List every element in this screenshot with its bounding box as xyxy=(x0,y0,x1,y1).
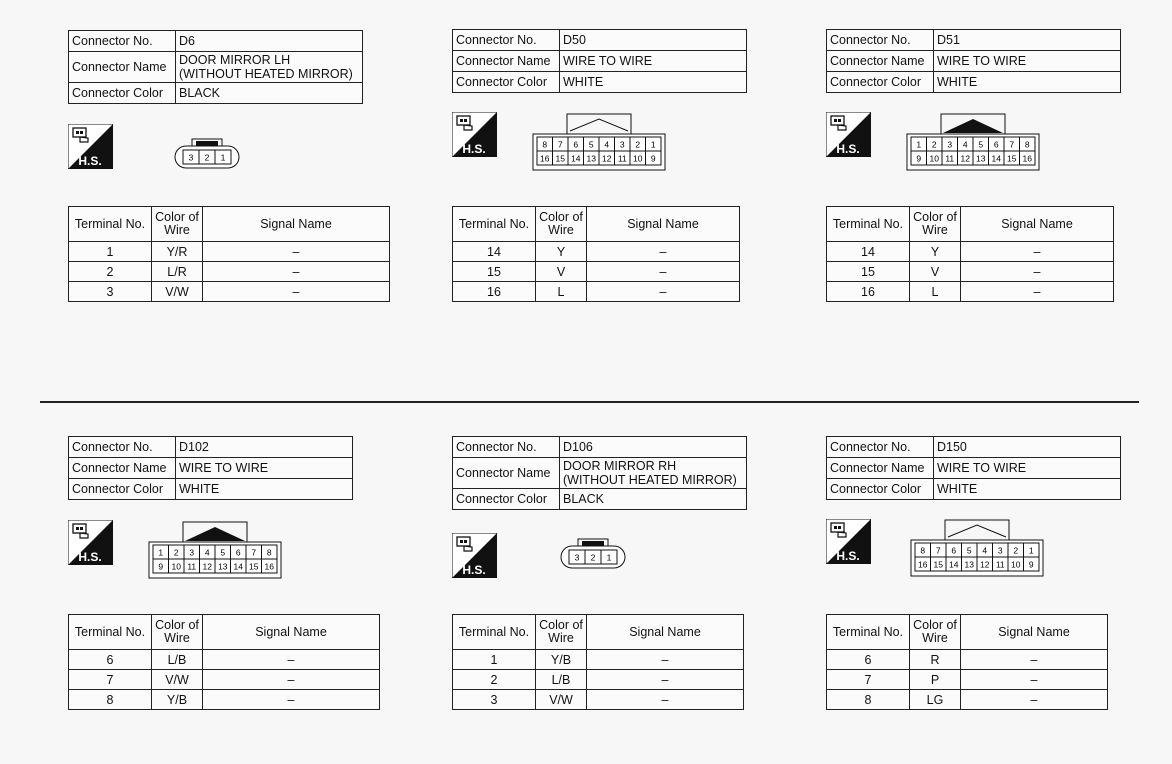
connector-16pin-face xyxy=(532,113,666,171)
pin-label: 7 xyxy=(935,545,941,556)
pin-label: 2 xyxy=(204,152,210,163)
pin-label: 10 xyxy=(1011,559,1021,570)
header-signal-name: Signal Name xyxy=(587,615,744,650)
table-row: 7 P – xyxy=(827,670,1108,690)
pin-label: 6 xyxy=(951,545,957,556)
label-connector-color: Connector Color xyxy=(827,72,934,93)
connector-no-value: D150 xyxy=(934,437,1121,458)
header-color-of-wire: Color of Wire xyxy=(910,207,961,242)
pin-label: 5 xyxy=(588,139,594,150)
pin-label: 14 xyxy=(991,153,1001,164)
pin-label: 12 xyxy=(602,153,612,164)
table-row: 16 L – xyxy=(453,282,740,302)
connector-name-line1: WIRE TO WIRE xyxy=(934,458,1121,479)
table-row: 15 V – xyxy=(827,262,1114,282)
header-terminal-no: Terminal No. xyxy=(453,615,536,650)
pin-label: 15 xyxy=(555,153,565,164)
header-signal-name: Signal Name xyxy=(587,207,740,242)
pin-label: 2 xyxy=(173,547,179,558)
header-color-of-wire: Color of Wire xyxy=(152,615,203,650)
connector-d106-terminal-table xyxy=(452,614,744,710)
pin-label: 7 xyxy=(1009,139,1015,150)
pin-label: 6 xyxy=(573,139,579,150)
table-row: 1 Y/B – xyxy=(453,650,744,670)
header-terminal-no: Terminal No. xyxy=(827,615,910,650)
connector-16pin-face xyxy=(906,113,1040,171)
label-connector-name: Connector Name xyxy=(453,458,560,489)
header-color-of-wire: Color of Wire xyxy=(536,615,587,650)
pin-label: 14 xyxy=(571,153,581,164)
pin-label: 12 xyxy=(202,561,212,572)
table-row: 1 Y/R – xyxy=(69,242,390,262)
pin-label: 1 xyxy=(916,139,922,150)
hs-label: H.S. xyxy=(78,154,102,168)
table-row: 8 LG – xyxy=(827,690,1108,710)
pin-label: 11 xyxy=(995,559,1005,570)
label-connector-name: Connector Name xyxy=(453,51,560,72)
label-connector-no: Connector No. xyxy=(69,31,176,52)
pin-label: 7 xyxy=(251,547,257,558)
pin-label: 3 xyxy=(619,139,625,150)
label-connector-name: Connector Name xyxy=(69,458,176,479)
pin-label: 15 xyxy=(933,559,943,570)
hs-label: H.S. xyxy=(836,142,860,156)
hs-label: H.S. xyxy=(462,142,486,156)
hs-label: H.S. xyxy=(836,549,860,563)
connector-d102-terminal-table xyxy=(68,614,380,710)
pin-label: 6 xyxy=(235,547,241,558)
pin-label: 4 xyxy=(604,139,610,150)
connector-name-line1: DOOR MIRROR LH xyxy=(179,53,291,67)
pin-label: 5 xyxy=(966,545,972,556)
connector-color-value: WHITE xyxy=(934,72,1121,93)
connector-no-value: D106 xyxy=(560,437,747,458)
connector-no-value: D6 xyxy=(176,31,363,52)
connector-d102-info xyxy=(68,436,353,500)
pin-label: 10 xyxy=(633,153,643,164)
pin-label: 9 xyxy=(158,561,164,572)
pin-label: 8 xyxy=(542,139,548,150)
pin-label: 9 xyxy=(650,153,656,164)
connector-name-line1: WIRE TO WIRE xyxy=(176,458,353,479)
connector-d150-terminal-table xyxy=(826,614,1108,710)
pin-label: 11 xyxy=(187,561,197,572)
connector-3pin-face xyxy=(174,138,240,172)
pin-label: 13 xyxy=(964,559,974,570)
connector-color-value: BLACK xyxy=(560,489,747,510)
connector-color-value: BLACK xyxy=(176,83,363,104)
connector-16pin-face xyxy=(148,521,282,579)
connector-d6-terminal-table xyxy=(68,206,390,302)
table-row: 3 V/W – xyxy=(453,690,744,710)
table-row: 14 Y – xyxy=(827,242,1114,262)
connector-d6-info xyxy=(68,30,363,104)
label-connector-no: Connector No. xyxy=(453,30,560,51)
pin-label: 1 xyxy=(606,552,612,563)
hs-symbol-icon xyxy=(452,112,497,157)
pin-label: 15 xyxy=(249,561,259,572)
pin-label: 5 xyxy=(978,139,984,150)
label-connector-no: Connector No. xyxy=(827,437,934,458)
pin-label: 3 xyxy=(997,545,1003,556)
header-color-of-wire: Color of Wire xyxy=(152,207,203,242)
pin-label: 11 xyxy=(945,153,955,164)
label-connector-color: Connector Color xyxy=(453,72,560,93)
header-terminal-no: Terminal No. xyxy=(69,615,152,650)
connector-16pin-face xyxy=(910,519,1044,577)
connector-no-value: D50 xyxy=(560,30,747,51)
table-row: 16 L – xyxy=(827,282,1114,302)
header-signal-name: Signal Name xyxy=(203,207,390,242)
pin-label: 4 xyxy=(982,545,988,556)
header-color-of-wire: Color of Wire xyxy=(536,207,587,242)
pin-label: 14 xyxy=(949,559,959,570)
table-row: 14 Y – xyxy=(453,242,740,262)
pin-label: 11 xyxy=(617,153,627,164)
label-connector-name: Connector Name xyxy=(827,458,934,479)
pin-label: 15 xyxy=(1007,153,1017,164)
pin-label: 4 xyxy=(204,547,210,558)
label-connector-no: Connector No. xyxy=(69,437,176,458)
connector-d51-terminal-table xyxy=(826,206,1114,302)
connector-d106-info xyxy=(452,436,747,510)
table-row: 6 R – xyxy=(827,650,1108,670)
label-connector-color: Connector Color xyxy=(827,479,934,500)
hs-label: H.S. xyxy=(462,563,486,577)
pin-label: 16 xyxy=(1022,153,1032,164)
pin-label: 6 xyxy=(993,139,999,150)
header-terminal-no: Terminal No. xyxy=(827,207,910,242)
section-divider xyxy=(40,401,1139,403)
header-signal-name: Signal Name xyxy=(961,207,1114,242)
header-terminal-no: Terminal No. xyxy=(453,207,536,242)
connector-name-line2: (WITHOUT HEATED MIRROR) xyxy=(563,473,737,487)
label-connector-color: Connector Color xyxy=(69,479,176,500)
connector-d150-info xyxy=(826,436,1121,500)
hs-symbol-icon xyxy=(826,519,871,564)
connector-name-line1: WIRE TO WIRE xyxy=(934,51,1121,72)
label-connector-no: Connector No. xyxy=(453,437,560,458)
pin-label: 2 xyxy=(635,139,641,150)
connector-3pin-face xyxy=(560,538,626,572)
connector-color-value: WHITE xyxy=(560,72,747,93)
pin-label: 2 xyxy=(1013,545,1019,556)
pin-label: 9 xyxy=(916,153,922,164)
pin-label: 10 xyxy=(929,153,939,164)
pin-label: 12 xyxy=(960,153,970,164)
connector-no-value: D51 xyxy=(934,30,1121,51)
hs-label: H.S. xyxy=(78,550,102,564)
connector-d51-info xyxy=(826,29,1121,93)
connector-color-value: WHITE xyxy=(934,479,1121,500)
pin-label: 5 xyxy=(220,547,226,558)
pin-label: 1 xyxy=(1028,545,1034,556)
pin-label: 2 xyxy=(590,552,596,563)
pin-label: 7 xyxy=(557,139,563,150)
connector-name-line1: DOOR MIRROR RH xyxy=(563,459,677,473)
pin-label: 14 xyxy=(233,561,243,572)
pin-label: 8 xyxy=(1024,139,1030,150)
label-connector-name: Connector Name xyxy=(69,52,176,83)
hs-symbol-icon xyxy=(68,124,113,169)
pin-label: 10 xyxy=(171,561,181,572)
pin-label: 12 xyxy=(980,559,990,570)
table-row: 2 L/R – xyxy=(69,262,390,282)
label-connector-no: Connector No. xyxy=(827,30,934,51)
header-color-of-wire: Color of Wire xyxy=(910,615,961,650)
label-connector-name: Connector Name xyxy=(827,51,934,72)
pin-label: 13 xyxy=(586,153,596,164)
pin-label: 3 xyxy=(574,552,580,563)
pin-label: 2 xyxy=(931,139,937,150)
connector-d50-terminal-table xyxy=(452,206,740,302)
pin-label: 1 xyxy=(158,547,164,558)
pin-label: 3 xyxy=(947,139,953,150)
pin-label: 1 xyxy=(650,139,656,150)
pin-label: 1 xyxy=(220,152,226,163)
pin-label: 3 xyxy=(188,152,194,163)
pin-label: 16 xyxy=(540,153,550,164)
header-signal-name: Signal Name xyxy=(961,615,1108,650)
pin-label: 8 xyxy=(266,547,272,558)
table-row: 6 L/B – xyxy=(69,650,380,670)
pin-label: 16 xyxy=(918,559,928,570)
pin-label: 9 xyxy=(1028,559,1034,570)
pin-label: 13 xyxy=(976,153,986,164)
label-connector-color: Connector Color xyxy=(453,489,560,510)
connector-name-line1: WIRE TO WIRE xyxy=(560,51,747,72)
pin-label: 4 xyxy=(962,139,968,150)
pin-label: 8 xyxy=(920,545,926,556)
connector-d50-info xyxy=(452,29,747,93)
table-row: 8 Y/B – xyxy=(69,690,380,710)
table-row: 15 V – xyxy=(453,262,740,282)
table-row: 3 V/W – xyxy=(69,282,390,302)
hs-symbol-icon xyxy=(68,520,113,565)
table-row: 7 V/W – xyxy=(69,670,380,690)
connector-name-line2: (WITHOUT HEATED MIRROR) xyxy=(179,67,353,81)
header-signal-name: Signal Name xyxy=(203,615,380,650)
label-connector-color: Connector Color xyxy=(69,83,176,104)
hs-symbol-icon xyxy=(452,533,497,578)
table-row: 2 L/B – xyxy=(453,670,744,690)
pin-label: 13 xyxy=(218,561,228,572)
pin-label: 16 xyxy=(264,561,274,572)
header-terminal-no: Terminal No. xyxy=(69,207,152,242)
connector-color-value: WHITE xyxy=(176,479,353,500)
connector-no-value: D102 xyxy=(176,437,353,458)
pin-label: 3 xyxy=(189,547,195,558)
hs-symbol-icon xyxy=(826,112,871,157)
